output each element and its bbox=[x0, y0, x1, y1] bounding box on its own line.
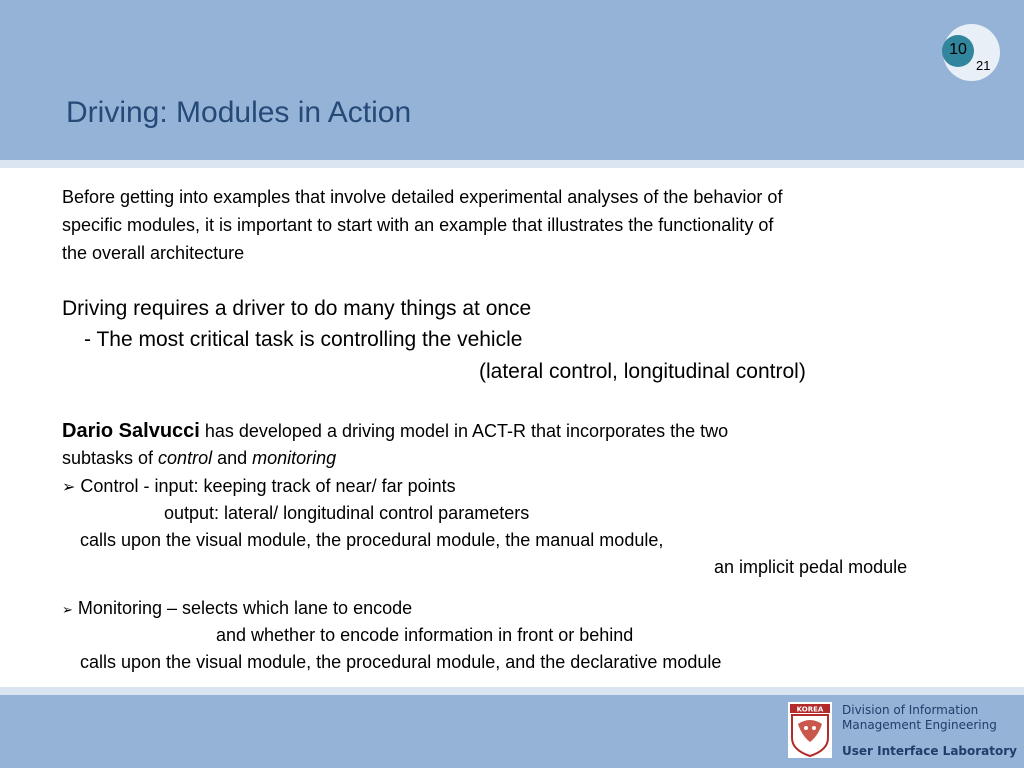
monitoring-bullet bbox=[62, 598, 412, 619]
bullet-arrow-icon: ➢ bbox=[62, 602, 73, 617]
control-input: Control - input: keeping track of near/ far points bbox=[80, 476, 456, 496]
page-total-number: 21 bbox=[976, 58, 991, 73]
intro-line: Before getting into examples that involve detailed experimental analyses of the behavior of bbox=[62, 187, 783, 207]
bullet-arrow-icon: ➢ bbox=[62, 479, 76, 496]
driving-subpoint: - The most critical task is controlling the vehicle bbox=[84, 328, 523, 351]
subtasks-and: and bbox=[212, 448, 253, 468]
control-modules: calls upon the visual module, the procedural module, the manual module, bbox=[80, 530, 664, 550]
header-divider bbox=[0, 160, 1024, 168]
lab-name: User Interface Laboratory bbox=[842, 744, 1017, 758]
subtask-monitoring: monitoring bbox=[252, 448, 337, 468]
control-modules-cont: an implicit pedal module bbox=[714, 557, 908, 577]
header-band bbox=[0, 0, 1024, 160]
driving-heading: Driving requires a driver to do many things at once bbox=[62, 297, 532, 320]
subtasks-prefix: subtasks of bbox=[62, 448, 159, 468]
page-current-number: 10 bbox=[949, 41, 967, 58]
driving-detail: (lateral control, longitudinal control) bbox=[479, 360, 806, 383]
author-name: Dario Salvucci bbox=[62, 420, 200, 442]
subtask-control: control bbox=[158, 448, 213, 468]
intro-line: the overall architecture bbox=[62, 243, 245, 263]
department-line-1: Division of Information bbox=[842, 703, 979, 717]
author-description: has developed a driving model in ACT-R that incorporates the two bbox=[199, 421, 729, 441]
logo-text: KOREA bbox=[796, 705, 824, 714]
department-line-2: Management Engineering bbox=[842, 718, 997, 732]
salvucci-paragraph bbox=[62, 420, 728, 443]
korea-university-logo bbox=[788, 702, 832, 758]
slide-title: Driving: Modules in Action bbox=[66, 96, 412, 129]
control-output: output: lateral/ longitudinal control parameters bbox=[164, 503, 530, 523]
monitoring-modules: calls upon the visual module, the procedural module, and the declarative module bbox=[80, 652, 722, 672]
control-bullet bbox=[62, 476, 456, 497]
footer-divider bbox=[0, 687, 1024, 695]
monitoring-detail: and whether to encode information in front or behind bbox=[216, 625, 634, 645]
monitoring-description: Monitoring – selects which lane to encode bbox=[77, 598, 413, 618]
intro-line: specific modules, it is important to start with an example that illustrates the functionality of bbox=[62, 215, 774, 235]
subtasks-line bbox=[62, 448, 336, 469]
